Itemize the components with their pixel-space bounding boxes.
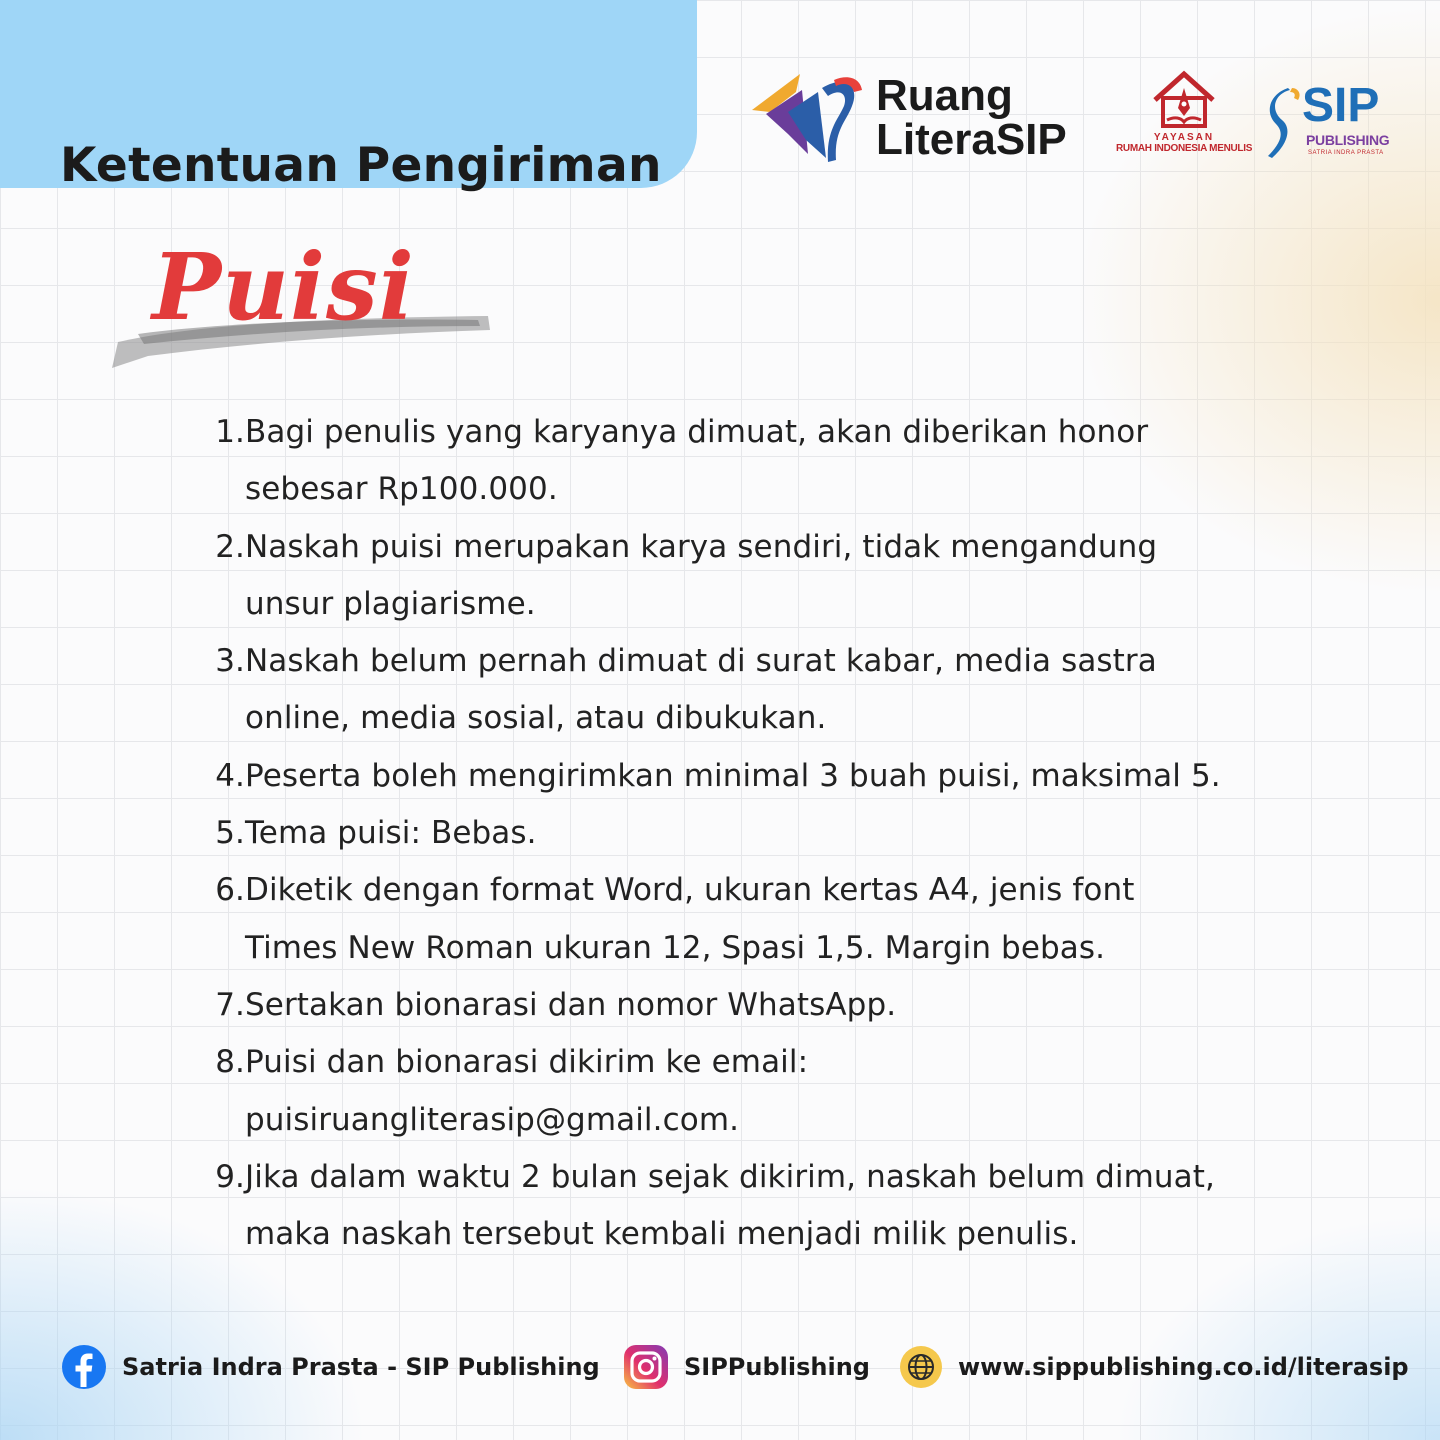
globe-icon (898, 1344, 944, 1390)
book-wings-icon (748, 70, 872, 166)
sip-owner-name: SATRIA INDRA PRASTA (1308, 150, 1384, 156)
sip-word: SIP (1302, 79, 1380, 132)
instagram-label: SIPPublishing (684, 1353, 870, 1381)
rule-item (210, 633, 1290, 748)
website-link[interactable] (898, 1342, 1409, 1392)
rule-number: 8. (215, 1044, 245, 1081)
rule-text: Diketik dengan format Word, ukuran kertas A4, jenis font Times New Roman ukuran 12, Spasi 1,5. Margin bebas. (245, 872, 1135, 966)
rule-item (210, 977, 1290, 1034)
ruang-literasip-logo (748, 70, 1108, 170)
rule-item (210, 748, 1290, 805)
rule-number: 9. (215, 1158, 245, 1195)
rule-text: Puisi dan bionarasi dikirim ke email: puisiruangliterasip@gmail.com. (245, 1044, 809, 1138)
rule-item (210, 862, 1290, 977)
facebook-link[interactable] (60, 1342, 600, 1392)
rule-text: Tema puisi: Bebas. (245, 815, 537, 852)
instagram-link[interactable] (622, 1342, 870, 1392)
house-pen-icon (1149, 70, 1219, 132)
rule-text: Sertakan bionarasi dan nomor WhatsApp. (245, 986, 897, 1023)
rule-item (210, 404, 1290, 519)
subtitle: Puisi (152, 233, 415, 341)
literasip-word: LiteraSIP (876, 115, 1067, 164)
rule-text: Naskah belum pernah dimuat di surat kabar, media sastra online, media sosial, atau dibukukan. (245, 643, 1157, 737)
yayasan-name: RUMAH INDONESIA MENULIS (1116, 143, 1253, 154)
website-label: www.sippublishing.co.id/literasip (958, 1353, 1409, 1381)
rule-number: 2. (215, 528, 245, 565)
rule-item (210, 805, 1290, 862)
sip-publishing-logo (1264, 76, 1394, 166)
rule-number: 6. (215, 872, 245, 909)
rule-text: Bagi penulis yang karyanya dimuat, akan diberikan honor sebesar Rp100.000. (245, 414, 1149, 508)
facebook-icon (60, 1343, 108, 1391)
yayasan-logo (1116, 70, 1252, 170)
sip-swirl-icon (1264, 86, 1304, 162)
yayasan-label: YAYASAN (1153, 132, 1215, 143)
rule-text: Naskah puisi merupakan karya sendiri, tidak mengandung unsur plagiarisme. (245, 528, 1158, 622)
rule-item (210, 1034, 1290, 1149)
rule-number: 1. (215, 414, 245, 450)
rule-text: Peserta boleh mengirimkan minimal 3 buah puisi, maksimal 5. (245, 757, 1221, 794)
rule-number: 5. (215, 815, 245, 852)
rules-list (210, 404, 1290, 1263)
rule-number: 3. (215, 643, 245, 680)
publishing-word: PUBLISHING (1306, 132, 1390, 148)
rule-item (210, 1149, 1290, 1264)
rule-text: Jika dalam waktu 2 bulan sejak dikirim, naskah belum dimuat, maka naskah tersebut kembali menjadi milik penulis. (245, 1158, 1215, 1253)
ruang-word: Ruang (876, 71, 1013, 120)
page-title: Ketentuan Pengiriman (60, 138, 662, 193)
facebook-label: Satria Indra Prasta - SIP Publishing (122, 1353, 600, 1381)
partner-logos (748, 60, 1398, 180)
footer (60, 1342, 1409, 1392)
rule-item (210, 519, 1290, 634)
rule-number: 4. (215, 757, 245, 794)
instagram-icon (622, 1343, 670, 1391)
rule-number: 7. (215, 986, 245, 1023)
